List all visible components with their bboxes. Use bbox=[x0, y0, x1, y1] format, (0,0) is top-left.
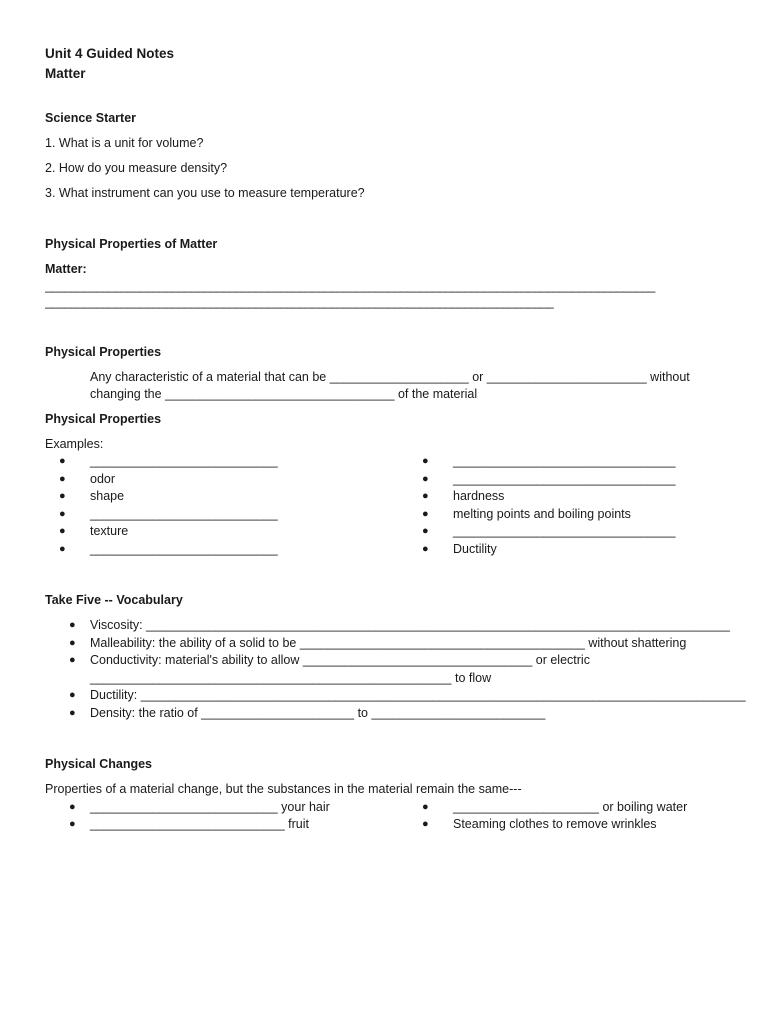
list-item: ● ___________________________ bbox=[45, 506, 408, 524]
vocab-ductility: ● Ductility: _______________________________________________________________________________________ bbox=[45, 687, 735, 705]
physical-properties-examples-heading: Physical Properties bbox=[45, 411, 162, 426]
bullet-icon: ● bbox=[69, 706, 76, 719]
list-item: ● melting points and boiling points bbox=[408, 506, 728, 524]
physical-changes-heading: Physical Changes bbox=[45, 757, 152, 771]
definition-line-2: changing the _________________________________ of the material bbox=[90, 387, 478, 401]
bullet-icon: ● bbox=[59, 472, 66, 485]
bullet-icon: ● bbox=[59, 525, 66, 537]
list-item: ● Steaming clothes to remove wrinkles bbox=[408, 816, 728, 834]
bullet-icon: ● bbox=[422, 455, 429, 467]
bullet-icon: ● bbox=[422, 818, 429, 830]
matter-blank-line-2: ________________________________________________________________________________ bbox=[45, 294, 554, 309]
vocab-viscosity: ● Viscosity: ____________________________________________________________________________________ bbox=[45, 617, 735, 635]
list-item: ● ___________________________ bbox=[45, 541, 408, 559]
bullet-icon: ● bbox=[422, 800, 429, 813]
bullet-icon: ● bbox=[422, 472, 429, 485]
list-item: ● Ductility bbox=[408, 541, 728, 559]
vocab-conductivity: ● Conductivity: material's ability to allow _________________________________ or electric ____________________________________________________ to flow bbox=[69, 653, 590, 685]
list-item: ● odor bbox=[45, 471, 408, 489]
document-title: Unit 4 Guided Notes bbox=[45, 46, 175, 61]
bullet-icon: ● bbox=[69, 619, 76, 631]
list-item: ● _____________________ or boiling water bbox=[408, 799, 728, 817]
question-1: 1. What is a unit for volume? bbox=[45, 136, 204, 150]
vocab-density: ● Density: the ratio of ______________________ to _________________________ bbox=[45, 705, 735, 723]
changes-left-list bbox=[45, 799, 408, 834]
matter-label: Matter: bbox=[45, 261, 87, 276]
bullet-icon: ● bbox=[69, 654, 76, 666]
bullet-icon: ● bbox=[422, 525, 429, 537]
vocabulary-list bbox=[45, 617, 746, 722]
bullet-icon: ● bbox=[69, 636, 76, 649]
list-item: ● ________________________________ bbox=[408, 453, 728, 471]
science-starter-heading: Science Starter bbox=[45, 111, 137, 125]
changes-right-list bbox=[408, 799, 728, 834]
list-item: ● ___________________________ bbox=[45, 453, 408, 471]
physical-changes-intro: Properties of a material change, but the substances in the material remain the same--- bbox=[45, 782, 522, 796]
bullet-icon: ● bbox=[59, 490, 66, 502]
physical-properties-heading: Physical Properties bbox=[45, 344, 162, 359]
list-item: ● ________________________________ bbox=[408, 523, 728, 541]
bullet-icon: ● bbox=[422, 507, 429, 520]
document-subtitle: Matter bbox=[45, 66, 86, 81]
physical-properties-of-matter-heading: Physical Properties of Matter bbox=[45, 236, 218, 251]
list-item: ● ____________________________ fruit bbox=[45, 816, 408, 834]
worksheet-page bbox=[45, 44, 746, 834]
list-item: ● ___________________________ your hair bbox=[45, 799, 408, 817]
vocab-malleability: ● Malleability: the ability of a solid to be _________________________________________ without shattering bbox=[45, 635, 735, 653]
list-item: ● hardness bbox=[408, 488, 728, 506]
list-item: ● ________________________________ bbox=[408, 471, 728, 489]
bullet-icon: ● bbox=[59, 455, 66, 467]
physical-changes-columns bbox=[45, 799, 735, 834]
definition-line-1: Any characteristic of a material that can be ____________________ or _______________________ without bbox=[90, 369, 690, 384]
examples-right-list bbox=[408, 453, 728, 558]
list-item: ● texture bbox=[45, 523, 408, 541]
bullet-icon: ● bbox=[422, 542, 429, 555]
bullet-icon: ● bbox=[422, 490, 429, 502]
question-2: 2. How do you measure density? bbox=[45, 161, 228, 175]
examples-label: Examples: bbox=[45, 436, 104, 451]
bullet-icon: ● bbox=[59, 542, 66, 555]
examples-left-list bbox=[45, 453, 408, 558]
question-3: 3. What instrument can you use to measure temperature? bbox=[45, 186, 365, 200]
list-item: ● shape bbox=[45, 488, 408, 506]
examples-columns bbox=[45, 453, 735, 558]
take-five-heading: Take Five -- Vocabulary bbox=[45, 593, 183, 607]
bullet-icon: ● bbox=[69, 818, 76, 830]
bullet-icon: ● bbox=[69, 689, 76, 701]
bullet-icon: ● bbox=[69, 800, 76, 813]
bullet-icon: ● bbox=[59, 507, 66, 520]
matter-blank-line-1: ________________________________________________________________________________________________ bbox=[45, 278, 655, 293]
